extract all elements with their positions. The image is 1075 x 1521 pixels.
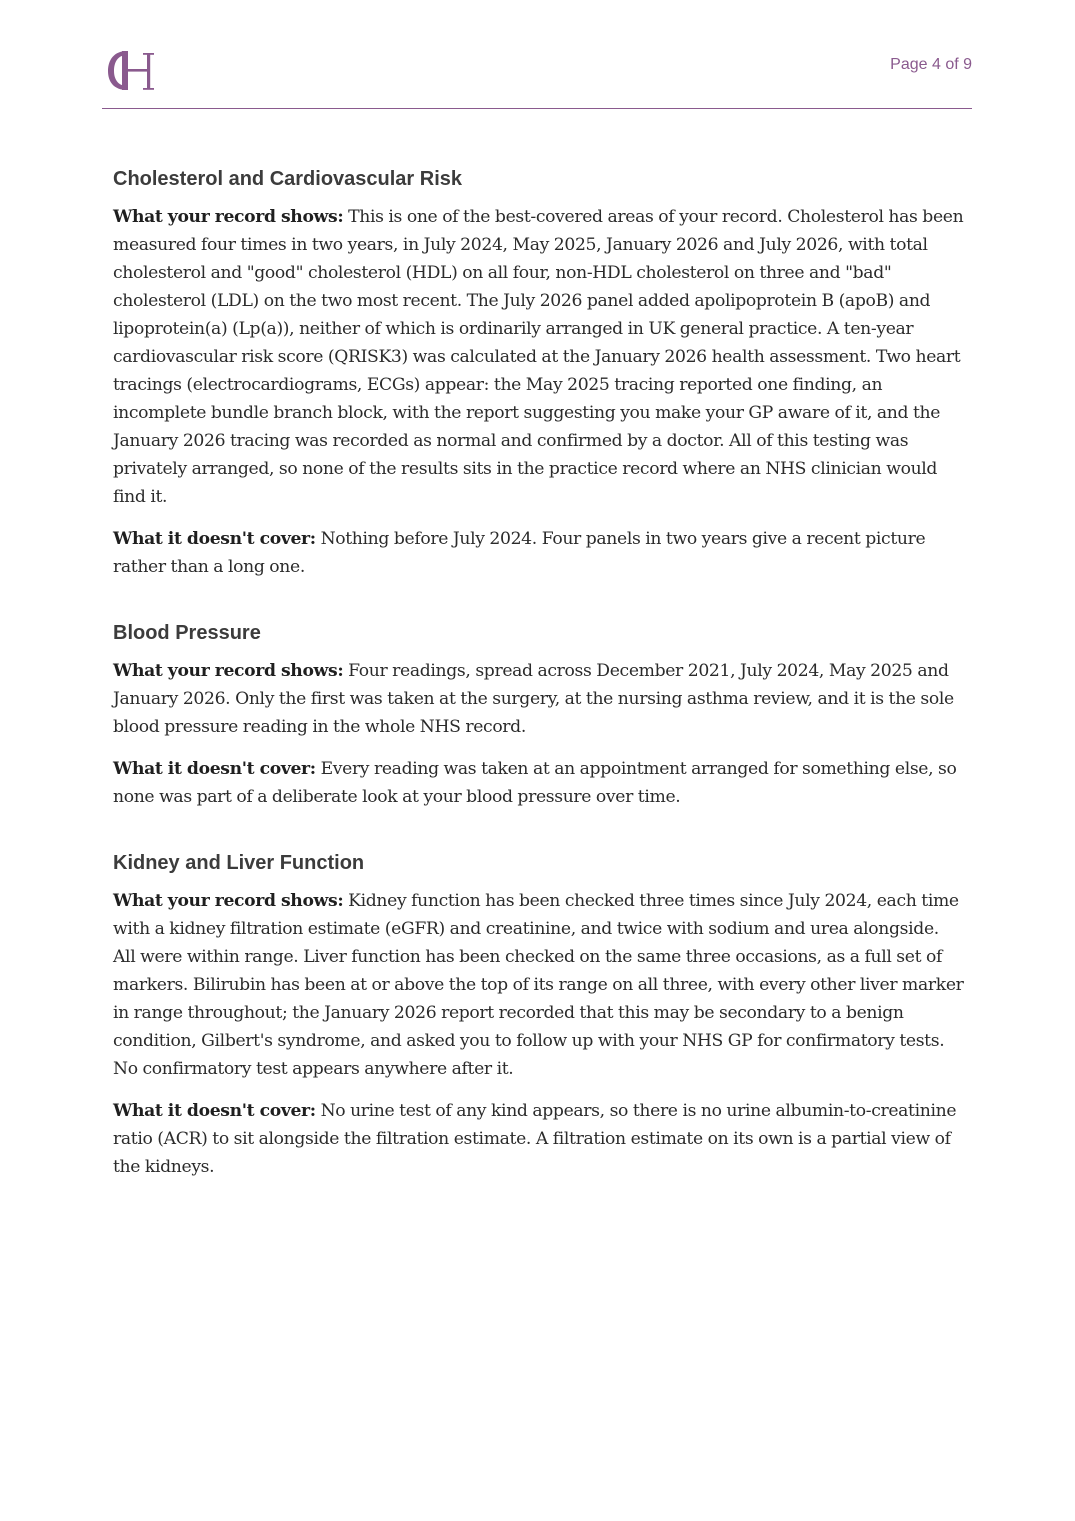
ch-monogram-icon	[105, 46, 161, 94]
record-shows-text: Kidney function has been checked three times since July 2024, each time with a kidney filtration estimate (eGFR) and creatinine, and twice with sodium and urea alongside. All were within range. Liver function has been checked on the same three occasions, as a full set of markers. Bilirubin has been at or above the top of its range on all three, with every other liver marker in range throughout; the January 2026 report recorded that this may be secondary to a benign condition, Gilbert's syndrome, and asked you to follow up with your NHS GP for confirmatory tests. No confirmatory test appears anywhere after it.	[113, 891, 964, 1079]
not-covered-text: No urine test of any kind appears, so there is no urine albumin-to-creatinine ratio (ACR) to sit alongside the filtration estimate. A filtration estimate on its own is a partial view of the kidneys.	[113, 1101, 957, 1177]
section-title: Kidney and Liver Function	[113, 852, 365, 874]
section-title: Cholesterol and Cardiovascular Risk	[113, 168, 463, 190]
page-number: Page 4 of 9	[890, 56, 972, 73]
record-shows-paragraph	[113, 203, 965, 511]
not-covered-paragraph	[113, 1097, 965, 1181]
record-shows-label: What your record shows:	[113, 207, 344, 227]
page-header	[102, 0, 972, 109]
section-blood-pressure	[113, 619, 965, 811]
not-covered-paragraph	[113, 525, 965, 581]
record-shows-text: This is one of the best-covered areas of your record. Cholesterol has been measured four times in two years, in July 2024, May 2025, January 2026 and July 2026, with total cholesterol and "good" cholesterol (HDL) on all four, non-HDL cholesterol on three and "bad" cholesterol (LDL) on the two most recent. The July 2026 panel added apolipoprotein B (apoB) and lipoprotein(a) (Lp(a)), neither of which is ordinarily arranged in UK general practice. A ten-year cardiovascular risk score (QRISK3) was calculated at the January 2026 health assessment. Two heart tracings (electrocardiograms, ECGs) appear: the May 2025 tracing reported one finding, an incomplete bundle branch block, with the report suggesting you make your GP aware of it, and the January 2026 tracing was recorded as normal and confirmed by a doctor. All of this testing was privately arranged, so none of the results sits in the practice record where an NHS clinician would find it.	[113, 207, 964, 507]
record-shows-paragraph	[113, 887, 965, 1083]
not-covered-label: What it doesn't cover:	[113, 759, 316, 779]
document-body	[113, 165, 965, 1181]
section-cholesterol	[113, 165, 965, 581]
section-kidney-liver	[113, 849, 965, 1181]
record-shows-text: Four readings, spread across December 2021, July 2024, May 2025 and January 2026. Only the first was taken at the surgery, at the nursing asthma review, and it is the sole blood pressure reading in the whole NHS record.	[113, 661, 954, 737]
not-covered-label: What it doesn't cover:	[113, 1101, 316, 1121]
not-covered-label: What it doesn't cover:	[113, 529, 316, 549]
section-title: Blood Pressure	[113, 622, 261, 644]
not-covered-text: Every reading was taken at an appointment arranged for something else, so none was part of a deliberate look at your blood pressure over time.	[113, 759, 957, 807]
not-covered-text: Nothing before July 2024. Four panels in two years give a recent picture rather than a long one.	[113, 529, 926, 577]
record-shows-label: What your record shows:	[113, 661, 344, 681]
record-shows-label: What your record shows:	[113, 891, 344, 911]
record-shows-paragraph	[113, 657, 965, 741]
not-covered-paragraph	[113, 755, 965, 811]
